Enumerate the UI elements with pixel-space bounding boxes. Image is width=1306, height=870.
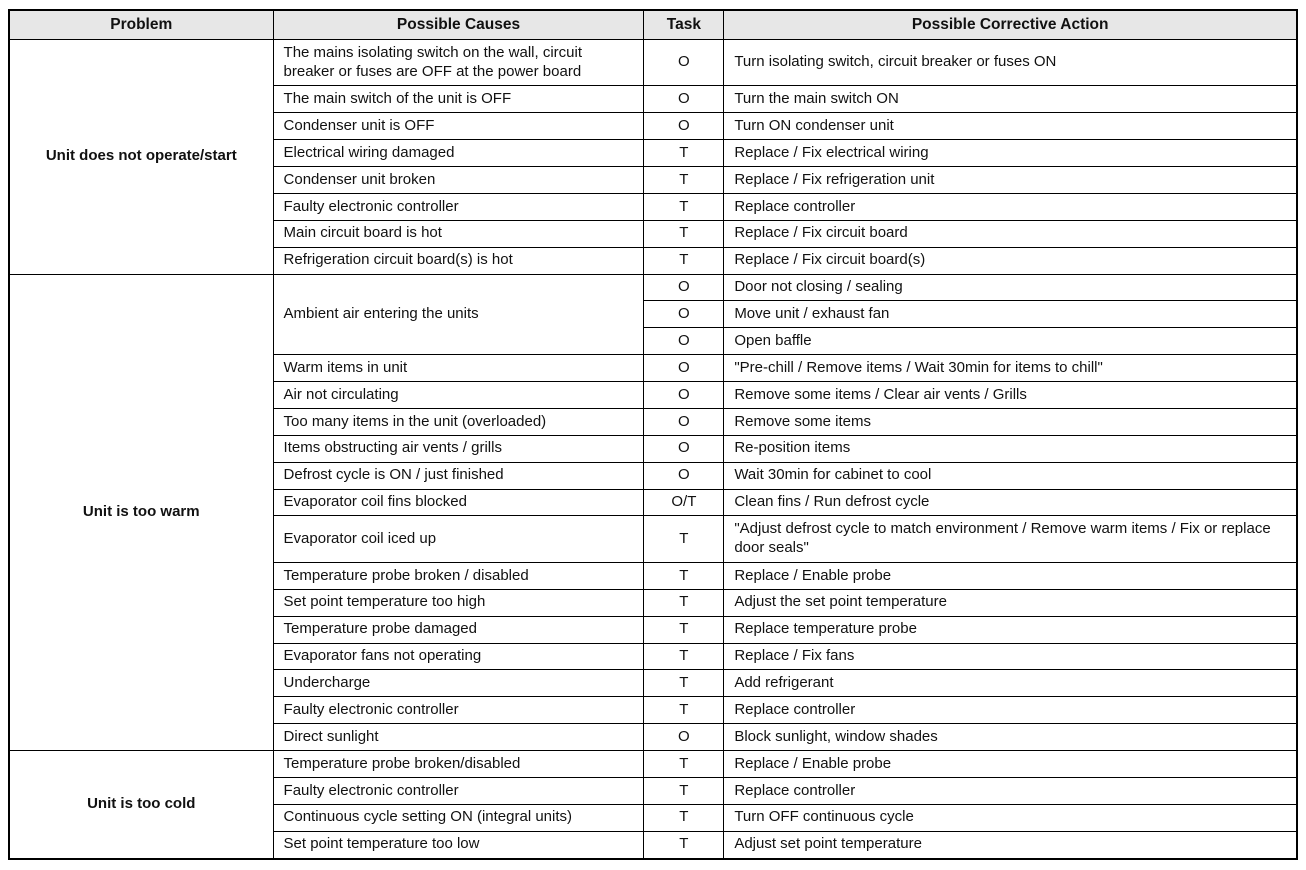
action-cell: "Pre-chill / Remove items / Wait 30min for items to chill" — [724, 355, 1297, 382]
action-cell: Clean fins / Run defrost cycle — [724, 489, 1297, 516]
action-cell: Door not closing / sealing — [724, 274, 1297, 301]
cause-cell: Ambient air entering the units — [273, 274, 644, 355]
cause-cell: Temperature probe broken/disabled — [273, 751, 644, 778]
cause-cell: Refrigeration circuit board(s) is hot — [273, 247, 644, 274]
task-cell: T — [644, 220, 724, 247]
action-cell: Replace temperature probe — [724, 616, 1297, 643]
action-cell: Turn ON condenser unit — [724, 113, 1297, 140]
task-cell: O/T — [644, 489, 724, 516]
task-cell: T — [644, 831, 724, 859]
task-cell: T — [644, 516, 724, 562]
cause-cell: Faulty electronic controller — [273, 193, 644, 220]
table-body — [9, 40, 1297, 860]
cause-cell: Condenser unit is OFF — [273, 113, 644, 140]
cause-cell: Main circuit board is hot — [273, 220, 644, 247]
cause-cell: Direct sunlight — [273, 724, 644, 751]
task-cell: T — [644, 643, 724, 670]
cause-cell: Faulty electronic controller — [273, 697, 644, 724]
table-row — [9, 40, 1297, 86]
action-cell: Replace / Enable probe — [724, 751, 1297, 778]
action-cell: Open baffle — [724, 328, 1297, 355]
task-cell: O — [644, 435, 724, 462]
task-cell: T — [644, 193, 724, 220]
task-cell: T — [644, 751, 724, 778]
task-cell: T — [644, 589, 724, 616]
task-cell: T — [644, 247, 724, 274]
action-cell: Block sunlight, window shades — [724, 724, 1297, 751]
cause-cell: Temperature probe damaged — [273, 616, 644, 643]
cause-cell: The main switch of the unit is OFF — [273, 86, 644, 113]
task-cell: T — [644, 697, 724, 724]
task-cell: O — [644, 301, 724, 328]
task-cell: T — [644, 777, 724, 804]
header-problem: Problem — [9, 10, 273, 40]
table-row — [9, 274, 1297, 301]
action-cell: Replace controller — [724, 697, 1297, 724]
table-header-row — [9, 10, 1297, 40]
problem-cell: Unit does not operate/start — [9, 40, 273, 275]
header-task: Task — [644, 10, 724, 40]
header-corrective-action: Possible Corrective Action — [724, 10, 1297, 40]
task-cell: O — [644, 408, 724, 435]
task-cell: T — [644, 140, 724, 167]
task-cell: O — [644, 724, 724, 751]
action-cell: Remove some items / Clear air vents / Grills — [724, 382, 1297, 409]
cause-cell: Condenser unit broken — [273, 167, 644, 194]
action-cell: Wait 30min for cabinet to cool — [724, 462, 1297, 489]
action-cell: Turn OFF continuous cycle — [724, 804, 1297, 831]
action-cell: Adjust the set point temperature — [724, 589, 1297, 616]
cause-cell: The mains isolating switch on the wall, circuit breaker or fuses are OFF at the power board — [273, 40, 644, 86]
cause-cell: Air not circulating — [273, 382, 644, 409]
cause-cell: Set point temperature too low — [273, 831, 644, 859]
cause-cell: Warm items in unit — [273, 355, 644, 382]
cause-cell: Items obstructing air vents / grills — [273, 435, 644, 462]
action-cell: Turn the main switch ON — [724, 86, 1297, 113]
cause-cell: Defrost cycle is ON / just finished — [273, 462, 644, 489]
action-cell: Adjust set point temperature — [724, 831, 1297, 859]
action-cell: Replace controller — [724, 193, 1297, 220]
task-cell: O — [644, 355, 724, 382]
problem-cell: Unit is too warm — [9, 274, 273, 750]
task-cell: T — [644, 616, 724, 643]
task-cell: O — [644, 113, 724, 140]
action-cell: Replace / Enable probe — [724, 562, 1297, 589]
action-cell: Replace / Fix electrical wiring — [724, 140, 1297, 167]
action-cell: Replace controller — [724, 777, 1297, 804]
troubleshooting-table — [8, 9, 1298, 860]
cause-cell: Undercharge — [273, 670, 644, 697]
table-row — [9, 10, 1297, 40]
action-cell: Replace / Fix fans — [724, 643, 1297, 670]
task-cell: T — [644, 167, 724, 194]
action-cell: Re-position items — [724, 435, 1297, 462]
cause-cell: Temperature probe broken / disabled — [273, 562, 644, 589]
problem-cell: Unit is too cold — [9, 751, 273, 859]
header-possible-causes: Possible Causes — [273, 10, 644, 40]
cause-cell: Too many items in the unit (overloaded) — [273, 408, 644, 435]
task-cell: O — [644, 40, 724, 86]
cause-cell: Continuous cycle setting ON (integral units) — [273, 804, 644, 831]
cause-cell: Electrical wiring damaged — [273, 140, 644, 167]
action-cell: Add refrigerant — [724, 670, 1297, 697]
task-cell: O — [644, 274, 724, 301]
action-cell: Replace / Fix circuit board(s) — [724, 247, 1297, 274]
action-cell: Remove some items — [724, 408, 1297, 435]
action-cell: Replace / Fix circuit board — [724, 220, 1297, 247]
task-cell: O — [644, 382, 724, 409]
task-cell: O — [644, 86, 724, 113]
action-cell: Replace / Fix refrigeration unit — [724, 167, 1297, 194]
task-cell: O — [644, 462, 724, 489]
action-cell: Turn isolating switch, circuit breaker or fuses ON — [724, 40, 1297, 86]
task-cell: T — [644, 670, 724, 697]
action-cell: Move unit / exhaust fan — [724, 301, 1297, 328]
cause-cell: Evaporator coil iced up — [273, 516, 644, 562]
action-cell: "Adjust defrost cycle to match environment / Remove warm items / Fix or replace door seals" — [724, 516, 1297, 562]
table-row — [9, 751, 1297, 778]
task-cell: T — [644, 804, 724, 831]
cause-cell: Evaporator fans not operating — [273, 643, 644, 670]
task-cell: O — [644, 328, 724, 355]
cause-cell: Evaporator coil fins blocked — [273, 489, 644, 516]
cause-cell: Faulty electronic controller — [273, 777, 644, 804]
cause-cell: Set point temperature too high — [273, 589, 644, 616]
task-cell: T — [644, 562, 724, 589]
